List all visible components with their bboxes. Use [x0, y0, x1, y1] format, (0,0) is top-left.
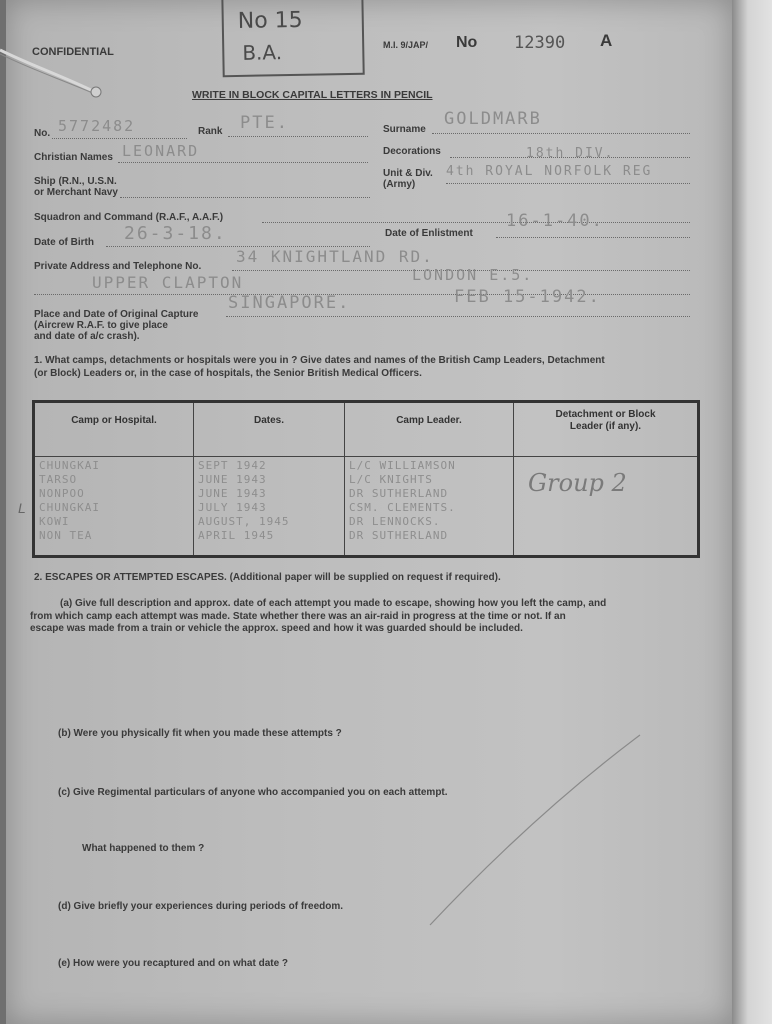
address-line-2: UPPER CLAPTON [92, 273, 244, 292]
surname-label: Surname [383, 124, 426, 135]
number-label: No [456, 34, 478, 51]
address-label: Private Address and Telephone No. [34, 261, 202, 272]
question-1-line-1: 1. What camps, detachments or hospitals were you in ? Give dates and names of the British Camp Leaders, Detachment [34, 355, 605, 366]
stamp-number: No 15 [237, 7, 303, 34]
stamp-box [221, 0, 364, 77]
camp-name: KOWI [39, 515, 70, 528]
rank-line [228, 136, 368, 137]
camp-date: APRIL 1945 [198, 529, 275, 542]
capture-sub-2: and date of a/c crash). [34, 331, 140, 342]
question-2c: (c) Give Regimental particulars of anyone who accompanied you on each attempt. [58, 787, 448, 798]
capture-date: FEB 15-1942. [454, 287, 601, 307]
camp-cell [34, 457, 194, 557]
leader-cell [345, 457, 514, 557]
dates-cell [194, 457, 345, 557]
detachment-note: Group 2 [528, 469, 627, 497]
ship-line [120, 197, 370, 198]
ship-label: Ship (R.N., U.S.N. or Merchant Navy [34, 176, 118, 198]
camp-date: JUNE 1943 [198, 487, 267, 500]
pencil-stroke [420, 730, 650, 930]
camp-leader: L/C KNIGHTS [349, 473, 433, 486]
detachment-cell [514, 457, 699, 557]
surname-line [432, 133, 690, 134]
rank-value: PTE. [240, 113, 289, 133]
christian-line [118, 162, 368, 163]
question-2a-line-2: from which camp each attempt was made. State whether there was an air-raid in progress at the time or not. If an [30, 611, 566, 622]
serial-number: 12390 [514, 33, 566, 53]
capture-label: Place and Date of Original Capture [34, 309, 199, 320]
dob-value: 26-3-18. [124, 223, 227, 244]
surname-value: GOLDMARB [444, 109, 542, 129]
form-instruction: WRITE IN BLOCK CAPITAL LETTERS IN PENCIL [192, 89, 433, 101]
capture-sub-1: (Aircrew R.A.F. to give place [34, 320, 168, 331]
question-2d: (d) Give briefly your experiences during periods of freedom. [58, 901, 344, 912]
camp-name: CHUNGKAI [39, 459, 100, 472]
enlistment-line [496, 237, 690, 238]
capture-line [226, 316, 690, 317]
form-reference: M.I. 9/JAP/ [383, 40, 429, 50]
col-leader-header: Camp Leader. [345, 402, 514, 457]
address-line-3: LONDON E.5. [412, 266, 534, 284]
serial-suffix: A [600, 31, 613, 50]
camp-name: CHUNGKAI [39, 501, 100, 514]
question-2e: (e) How were you recaptured and on what date ? [58, 958, 289, 969]
christian-names-label: Christian Names [34, 152, 113, 163]
margin-mark: L [18, 500, 26, 516]
squadron-label: Squadron and Command (R.A.F., A.A.F.) [34, 212, 224, 223]
capture-place: SINGAPORE. [228, 293, 351, 313]
enlistment-label: Date of Enlistment [385, 228, 473, 239]
camp-leader: DR SUTHERLAND [349, 529, 449, 542]
rank-label: Rank [198, 126, 223, 137]
question-2b: (b) Were you physically fit when you made these attempts ? [58, 728, 342, 739]
camp-name: TARSO [39, 473, 78, 486]
camp-date: JULY 1943 [198, 501, 267, 514]
camp-leader: DR SUTHERLAND [349, 487, 449, 500]
decorations-label: Decorations [383, 146, 441, 157]
unit-label: Unit & Div. (Army) [383, 168, 433, 190]
confidential-label: CONFIDENTIAL [32, 46, 114, 58]
enlistment-value: 16-1-40. [506, 211, 604, 231]
col-dates-header: Dates. [194, 402, 345, 457]
service-number: 5772482 [58, 117, 136, 135]
question-2c-followup: What happened to them ? [82, 843, 205, 854]
no-line [52, 138, 187, 139]
question-2a-line-1: (a) Give full description and approx. date of each attempt you made to escape, showing how you left the camp, and [60, 598, 607, 609]
camp-date: JUNE 1943 [198, 473, 267, 486]
unit-value: 4th ROYAL NORFOLK REG [446, 164, 653, 179]
camp-name: NON TEA [39, 529, 93, 542]
question-2-heading: 2. ESCAPES OR ATTEMPTED ESCAPES. (Additional paper will be supplied on request if required). [34, 572, 501, 583]
camp-date: AUGUST, 1945 [198, 515, 290, 528]
stamp-code: B.A. [242, 40, 283, 65]
camp-leader: DR LENNOCKS. [349, 515, 441, 528]
camp-leader: L/C WILLIAMSON [349, 459, 456, 472]
col-camp-header: Camp or Hospital. [34, 402, 194, 457]
christian-names-value: LEONARD [122, 142, 200, 160]
camps-table [32, 400, 700, 558]
division-value: 18th DIV. [526, 146, 615, 161]
page-edge [732, 0, 772, 1024]
dob-label: Date of Birth [34, 237, 94, 248]
camp-leader: CSM. CLEMENTS. [349, 501, 456, 514]
unit-line [446, 183, 690, 184]
address-line-1: 34 KNIGHTLAND RD. [236, 247, 434, 266]
squadron-line [262, 222, 690, 223]
col-detachment-header: Detachment or Block Leader (if any). [514, 402, 699, 457]
table-row [34, 457, 699, 557]
camp-name: NONPOO [39, 487, 85, 500]
question-1-line-2: (or Block) Leaders or, in the case of hospitals, the Senior British Medical Officers. [34, 368, 422, 379]
camp-date: SEPT 1942 [198, 459, 267, 472]
no-label: No. [34, 128, 51, 139]
question-2a-line-3: escape was made from a train or vehicle the approx. speed and how it was guarded should be included. [30, 623, 523, 634]
